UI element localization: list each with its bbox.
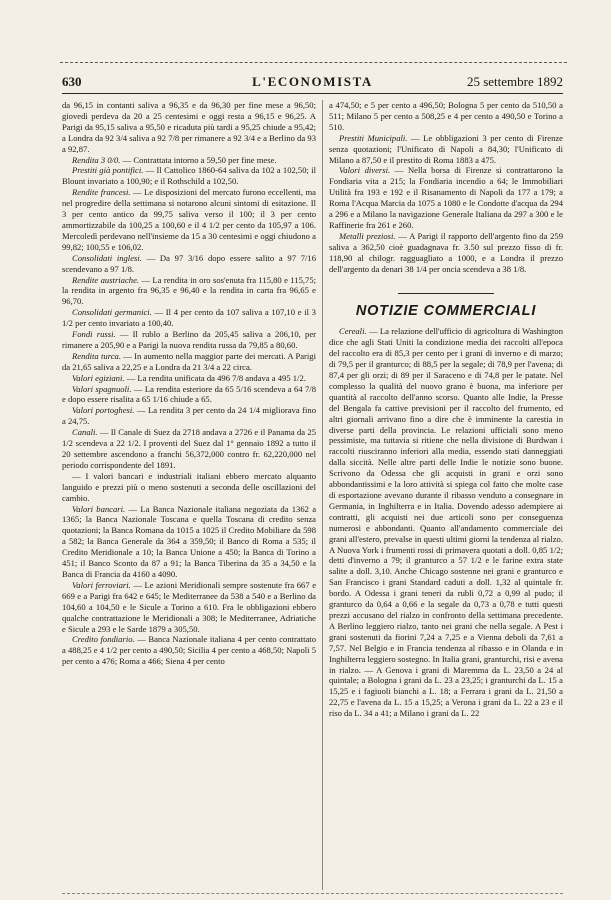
paragraph-lead: Valori diversi.	[339, 165, 391, 176]
paragraph-text: — La Banca Nazionale italiana negoziata da 1362 a 1365; la Banca Nazionale Toscana e quella Toscana di credito senza quotazioni; la Banca Romana da 1015 a 1025 il Credito Mobiliare da 598 a 582; la Banca Generale da 364 a 359,50; il Banco di Roma a 535; il Credito Meridionale a 10; la Banca Unione a 450; la Banca di Torino a 451; il Banco Sconto da 87 a 91; la Banca Tiberina da 35 a 34,50 e la Banca di Francia da 4160 a 4090.	[62, 503, 317, 579]
paragraph-lead: Rendite austriache.	[72, 274, 140, 285]
page-header	[62, 74, 563, 94]
paragraph	[62, 384, 316, 406]
paragraph-text: da 96,15 in contanti saliva a 96,35 e da 96,30 per fine mese a 96,50; giovedì perdeva da 20 a 25 centesimi e oggi resta a 96,15 e 96,25. A Parigi da 95,15 saliva a 95,50 e ricaduta più tardi a 95,25 chiude a 95,42; a Londra da 92 3/4 saliva a 92 7/8 per rimanere a 92 3/4 e a Berlino da 93 a 92,87.	[62, 100, 316, 154]
paragraph	[329, 326, 563, 719]
paragraph-lead: Canali.	[72, 427, 98, 438]
paragraph-lead: Valori spagnuoli.	[72, 383, 132, 394]
paragraph	[62, 165, 316, 187]
paragraph-lead: Consolidati germanici.	[72, 307, 152, 318]
paragraph-lead: Valori portoghesi.	[72, 405, 135, 416]
paragraph-text: — Nella borsa di Firenze si contrattarono la Fondiaria vita a 215; la Fondiaria incendio a 64; le Immobiliari Utilità fra 193 e 192 e il Risanamento di Napoli da 177 a 179; a Roma l'Acqua Marcia da 1075 a 1080 e le Condotte d'acqua da 294 a 296 e a Milano la navigazione Generale Italiana da 297 a 300 e le Raffinerie fra 261 e 260.	[329, 165, 563, 230]
paragraph-text: — Banca Nazionale italiana 4 per cento contrattato a 488,25 e 4 1/2 per cento a 490,50; Sicilia 4 per cento a 468,50; Napoli 5 per cento a 476; Roma a 466; Siena 4 per cento	[62, 634, 316, 667]
paragraph-lead: Consolidati inglesi.	[72, 252, 142, 263]
paragraph	[329, 231, 563, 275]
paragraph-lead: Prestiti già pontifici.	[72, 165, 144, 176]
paragraph-lead: Valori ferroviari.	[72, 579, 131, 590]
paragraph	[62, 307, 316, 329]
paragraph	[62, 329, 316, 351]
paragraph-text: — Da 97 3/16 dopo essere salito a 97 7/16 scendevano a 97 1/8.	[62, 252, 316, 274]
paragraph	[62, 275, 316, 308]
paragraph-lead: Fondi russi.	[72, 329, 116, 340]
paragraph-lead: Cereali.	[339, 326, 367, 337]
paragraph-text: — Le azioni Meridionali sempre sostenute fra 667 e 669 e a Parigi fra 642 e 645; le Mediterranee da 538 a 540 e a Berlino da 104,60 a 104,50 e le Sicule a Torino a 610. Fra le obbligazioni ebbero qualche contrattazione le Meridionali a 308; le Mediterranee, Adriatiche e Sicule a 293 e le Sarde 1879 a 305,50.	[62, 579, 317, 634]
paragraph-lead: Valori egiziani.	[72, 372, 125, 383]
section-separator-rule	[398, 293, 494, 294]
paragraph-text: — A Parigi il rapporto dell'argento fino da 259 saliva a 362,50 cioè guadagnava fr. 3.50 sul prezzo fisso di fr. 118,90 al chilogr. ragguagliato a 1000, e a Londra il prezzo dell'argento da denari 38 1/4 per oncia scendeva a 38 1/8.	[329, 230, 564, 274]
paragraph-text: — Le disposizioni del mercato furono eccellenti, ma nel progredire della settimana si notarono alcuni sintomi di esitazione. Il 3 per cento antico da 99,75 saliva verso il 100; il 3 per cento ammortizzabile da 100,25 a 100,60 e il 4 1/2 per cento da 105,97 a 106. Mercoledì perdevano nell'insieme da 15 a 30 centesimi e oggi chiudono a 99,82; 100,55 e 106,02.	[62, 187, 316, 252]
header-rule	[62, 93, 563, 94]
column-divider	[322, 100, 323, 890]
paragraph	[62, 634, 316, 667]
right-column-bottom	[329, 326, 563, 719]
page-number: 630	[62, 74, 82, 89]
paragraph-text: — I valori bancari e industriali italiani ebbero mercato alquanto languido e prezzi più o meno sostenuti a seconda delle oscillazioni del cambio.	[62, 470, 316, 503]
paragraph-lead: Prestiti Municipali.	[339, 132, 408, 143]
paragraph-text: — Il Cattolico 1860-64 saliva da 102 a 102,50; il Blount invariato a 100,90; e il Rothschild a 102,50.	[62, 165, 316, 187]
right-column-top	[329, 100, 563, 275]
issue-date: 25 settembre 1892	[466, 74, 563, 89]
paragraph	[62, 253, 316, 275]
paragraph-lead: Metalli preziosi.	[339, 230, 396, 241]
paragraph-lead: Rendite francesi.	[72, 187, 131, 198]
paragraph	[62, 187, 316, 252]
paragraph-lead: Credito fondiario.	[72, 634, 135, 645]
left-column	[62, 100, 316, 667]
journal-title: L'ECONOMISTA	[252, 74, 373, 89]
paragraph-text: — Le obbligazioni 3 per cento di Firenze senza quotazioni; l'Unificato di Napoli a 84,30; l'Unificato di Milano a 87,50 e il prestito di Roma 1883 a 475.	[329, 132, 563, 165]
paragraph-lead: Rendita turca.	[72, 350, 121, 361]
paragraph-text: — In aumento nella maggior parte dei mercati. A Parigi da 21,65 saliva a 22,25 e a Londra da 21 3/4 a 22 circa.	[62, 350, 316, 372]
paragraph	[62, 155, 316, 166]
right-column	[329, 100, 563, 719]
paragraph	[62, 405, 316, 427]
paragraph	[62, 100, 316, 155]
paragraph-text: — Contrattata intorno a 59,50 per fine mese.	[120, 154, 277, 165]
paragraph	[62, 471, 316, 504]
paragraph	[329, 133, 563, 166]
paragraph-text: — La rendita 3 per cento da 24 1/4 migliorava fino a 24,75.	[62, 405, 316, 427]
top-dashed-rule	[60, 62, 567, 63]
paragraph-text: — Il 4 per cento da 107 saliva a 107,10 e il 3 1/2 per cento invariato a 100,40.	[62, 307, 316, 329]
paragraph-text: — La rendita esteriore da 65 5/16 scendeva a 64 7/8 e dopo essere risalita a 65 1/16 chiude a 65.	[62, 383, 316, 405]
paragraph	[329, 100, 563, 133]
paragraph-text: — Il rublo a Berlino da 205,45 saliva a 206,10, per rimanere a 205,90 e a Parigi la nuova rendita russa da 79,85 a 80,60.	[62, 329, 316, 350]
paragraph	[62, 504, 316, 580]
paragraph-text: a 474,50; e 5 per cento a 496,50; Bologna 5 per cento da 510,50 a 511; Milano 5 per cento a 508,25 e 4 per cento a 490,50 e Torino a 510.	[329, 100, 563, 132]
paragraph-lead: Valori bancari.	[72, 503, 126, 514]
paragraph	[62, 427, 316, 471]
paragraph-text: — La rendita unificata da 496 7/8 andava a 495 1/2.	[124, 372, 306, 383]
paragraph	[329, 165, 563, 230]
bottom-dashed-rule	[62, 893, 563, 894]
paragraph-text: — La relazione dell'ufficio di agricoltura di Washington dice che agli Stati Uniti la condizione media dei raccolti all'epoca del raccolto era di 85,3 per cento per i grani di inverno e di marzo; di 79,5 per il granturco; di 88,5 per la segale; di 78,9 per l'avena; di 87,4 per gli orzi; di 89 per il Saraceno e di 74,8 per le patate. Nel complesso la qualità del nuovo grano è buona, ma inferiore per quantità al raccolto dell'anno scorso. Quanto alle Indie, la Presse del Bengala fa cattive previsioni per il raccolto del frumento, ed altri giornali arrivano fino a dire che è imminente la carestia in diverse parti della provincia. Le relazioni ufficiali sono meno pessimiste, ma tuttavia si ritiene che nella divisione di Burdwan i raccolti riusciranno inferiori alla media, essendo stati danneggiati dalla siccità. Nelle altre parti delle Indie le notizie sono buone. Scrivono da Odessa che gli acquisti in grani e orzi sono abbondantissimi e la loro attività si spiega col fatto che molte case di esportazione avevano durante il ribasso venduto a consegnare in Germania, in Inghilterra e in Italia. Dovendo adesso adempiere ai contratti, gli acquisti nei due articoli sono per conseguenza numerosi e abbondanti. Quanto all'andamento commerciale dei grani all'estero, prevalse in questi ultimi giorni la tendenza al rialzo. A Nuova York i frumenti rossi di primavera quotati a doll. 0,85 1/2; detti d'inverno a 79; il granturco a 57 1/2 e le farine extra state salite a doll. 3,10. Anche Chicago sostenne nei grani e granturco e San Francisco i grani Standard caduti a doll. 1,32 al quintale fr. bordo. A Odessa i grani teneri da rubli 0,72 a 0,99 al pudo; il granturco da 0,64 a 0,66 e la segale da 0,73 a 0,78 e tutti questi prezzi accusano del rialzo in confronto della settimana precedente. A Berlino leggiero rialzo, tanto nei grani che nella segale. A Pest i grani sostenuti da fiorini 7,24 a 7,25 e a Vienna deboli da 7,61 a 7,57. Nel Belgio e in Francia tendenza al ribasso e in Olanda e in Inghilterra leggiero sostegno. In Italia grani, granturchi, risi e avena in rialzo. — A Genova i grani di Maremma da L. 23,50 a 24 al quintale; a Bologna i grani da L. 23 a 23,25; i granturchi da L. 15 a 15,25 e i fagiuoli bianchi a L. 18; a Ferrara i grani da L. 21,50 a 22,75 e l'avena da L. 15 a 15,25; a Verona i grani da L. 22 a 23 e il riso da L. 34 a 41; a Milano i grani da L. 22	[329, 326, 563, 719]
section-title: NOTIZIE COMMERCIALI	[355, 302, 537, 319]
paragraph	[62, 373, 316, 384]
paragraph	[62, 351, 316, 373]
paragraph-lead: Rendita 3 0/0.	[72, 154, 121, 165]
paragraph-text: — Il Canale di Suez da 2718 andava a 2726 e il Panama da 25 1/2 scendeva a 22 1/2. I proventi del Suez dal 1° gennaio 1892 a tutto il 20 settembre ascendono a franchi 56,372,000 contro fr. 62,220,000 nel periodo corrispondente del 1891.	[62, 427, 316, 470]
paragraph-text: — La rendita in oro sos'enuta fra 115,80 e 115,75; la rendita in argento fra 96,35 e 96,40 e la rendita in carta fra 96,65 e 96,70.	[62, 274, 317, 307]
paragraph	[62, 580, 316, 635]
